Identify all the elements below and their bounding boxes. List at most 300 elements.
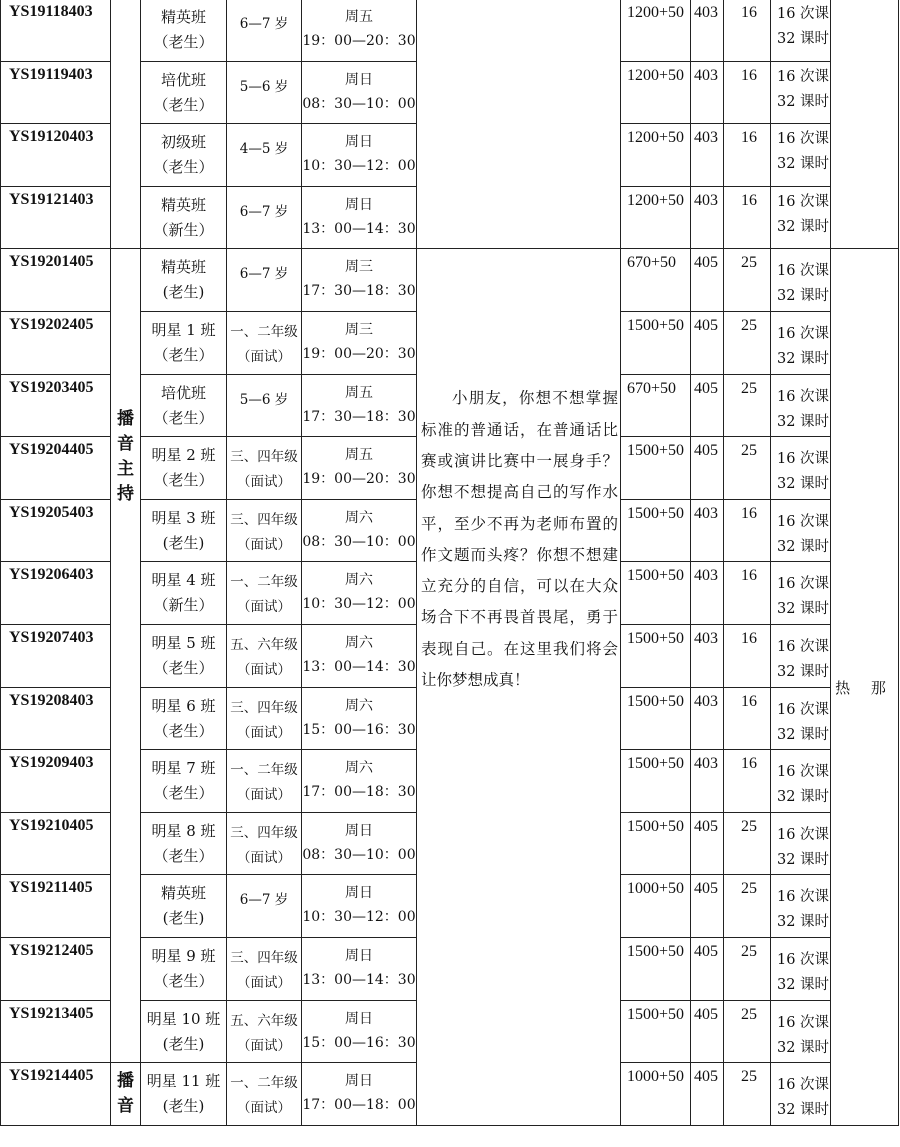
capacity-text: 25 [741, 817, 757, 835]
capacity-text: 16 [741, 755, 757, 773]
capacity [724, 437, 771, 500]
capacity [724, 937, 771, 1000]
age-grade [227, 186, 302, 249]
age-text: 4—5 岁 [239, 141, 289, 158]
price [621, 687, 691, 750]
capacity [724, 499, 771, 562]
capacity [724, 1063, 771, 1126]
lessons [771, 0, 831, 61]
capacity [724, 124, 771, 187]
time-text: 10：30—12：00 [302, 596, 416, 613]
age-text: 5—6 岁 [239, 78, 289, 95]
price [621, 437, 691, 500]
room-text: 403 [694, 504, 718, 522]
time-text: 19：00—20：30 [302, 345, 416, 362]
course-code [1, 937, 111, 1000]
schedule [302, 875, 417, 938]
course-code-text: YS19212405 [9, 941, 94, 959]
room [691, 374, 724, 437]
class-status-text: （新生） [153, 220, 214, 239]
lessons-hours: 32 课时 [777, 1102, 830, 1119]
class-name [141, 249, 227, 312]
course-code-text: YS19208403 [9, 691, 94, 709]
age-text: 6—7 岁 [239, 16, 289, 32]
room-text: 405 [694, 1068, 718, 1086]
teacher-cell [831, 249, 899, 1125]
class-status-text: （老生） [153, 95, 214, 114]
capacity [724, 562, 771, 625]
price-text: 1500+50 [627, 629, 685, 647]
category-label: 播音主持 [117, 409, 134, 505]
lessons [771, 875, 831, 938]
grade-text: 三、四年级 [230, 824, 298, 841]
day-text: 周六 [345, 572, 373, 589]
class-name-text: 精英班 [160, 884, 206, 903]
capacity-text: 16 [741, 4, 757, 21]
age-grade [227, 750, 302, 813]
schedule [302, 186, 417, 249]
capacity [724, 812, 771, 875]
room [691, 1063, 724, 1126]
lessons-hours: 32 课时 [777, 93, 830, 110]
course-code [1, 875, 111, 938]
lessons-count: 16 次课 [777, 131, 830, 148]
class-name [141, 437, 227, 500]
price [621, 1000, 691, 1063]
lessons-hours: 32 课时 [777, 726, 830, 743]
age-grade [227, 499, 302, 562]
category-cell-empty [111, 0, 141, 249]
course-code [1, 687, 111, 750]
grade-text: 五、六年级 [230, 1012, 298, 1029]
course-code-text: YS19204405 [9, 441, 94, 459]
age-grade [227, 0, 302, 61]
room-text: 405 [694, 254, 718, 272]
lessons-count: 16 次课 [777, 826, 830, 843]
age-grade [227, 249, 302, 312]
age-text: 6—7 岁 [239, 203, 289, 220]
class-name-text: 培优班 [160, 383, 206, 402]
lessons [771, 562, 831, 625]
class-name-text: 明星 10 班 [146, 1009, 221, 1028]
room-text: 403 [694, 191, 718, 209]
class-status-text: (老生) [162, 1034, 205, 1053]
day-text: 周日 [345, 947, 373, 964]
course-code-text: YS19202405 [9, 315, 94, 333]
age-text: 5—6 岁 [239, 391, 289, 408]
price [621, 311, 691, 374]
capacity [724, 750, 771, 813]
capacity-text: 25 [741, 379, 757, 397]
class-name [141, 812, 227, 875]
description-cell-empty [417, 0, 621, 249]
class-name [141, 61, 227, 124]
grade-text: 一、二年级 [230, 762, 298, 779]
schedule [302, 937, 417, 1000]
schedule [302, 1063, 417, 1126]
class-name-text: 精英班 [160, 258, 206, 277]
class-name-text: 初级班 [160, 133, 206, 152]
price-text: 1500+50 [627, 316, 685, 334]
class-name [141, 1000, 227, 1063]
teacher-name: 热 那 [835, 678, 894, 697]
price-text: 670+50 [627, 379, 677, 397]
time-text: 19：00—20：30 [302, 471, 416, 488]
time-text: 13：00—14：30 [302, 220, 416, 237]
capacity-text: 25 [741, 1005, 757, 1023]
lessons-hours: 32 课时 [777, 601, 830, 618]
course-code [1, 249, 111, 312]
interview-note: （面试） [237, 1037, 291, 1054]
capacity-text: 16 [741, 692, 757, 710]
time-text: 17：30—18：30 [302, 283, 416, 300]
room [691, 812, 724, 875]
time-text: 17：30—18：30 [302, 408, 416, 425]
class-status-text: (老生) [162, 909, 205, 928]
class-name-text: 明星 3 班 [151, 508, 216, 527]
grade-text: 一、二年级 [230, 323, 298, 340]
lessons-hours: 32 课时 [777, 218, 830, 235]
teacher-cell-empty [831, 0, 899, 249]
price-text: 1200+50 [627, 191, 685, 209]
class-name [141, 687, 227, 750]
course-code [1, 1063, 111, 1126]
course-code-text: YS19214405 [9, 1067, 94, 1085]
class-status-text: （老生） [153, 408, 214, 427]
class-status-text: （老生） [153, 158, 214, 177]
capacity-text: 16 [741, 66, 757, 84]
lessons-hours: 32 课时 [777, 350, 830, 367]
course-code [1, 374, 111, 437]
day-text: 周六 [345, 634, 373, 651]
lessons [771, 937, 831, 1000]
price [621, 61, 691, 124]
class-name [141, 499, 227, 562]
course-code-text: YS19120403 [9, 128, 94, 146]
time-text: 08：30—10：00 [302, 95, 416, 112]
course-code [1, 0, 111, 61]
class-name-text: 精英班 [160, 8, 206, 26]
interview-note: （面试） [237, 974, 291, 991]
age-grade [227, 437, 302, 500]
price [621, 624, 691, 687]
schedule [302, 124, 417, 187]
age-grade [227, 812, 302, 875]
time-text: 17：00—18：30 [302, 784, 416, 801]
course-code-text: YS19201405 [9, 253, 94, 271]
price [621, 0, 691, 61]
lessons [771, 311, 831, 374]
time-text: 13：00—14：30 [302, 971, 416, 988]
class-name [141, 750, 227, 813]
age-text: 6—7 岁 [239, 266, 289, 283]
room-text: 405 [694, 942, 718, 960]
day-text: 周六 [345, 760, 373, 777]
price [621, 186, 691, 249]
lessons [771, 750, 831, 813]
age-grade [227, 562, 302, 625]
lessons-count: 16 次课 [777, 764, 830, 781]
time-text: 17：00—18：00 [302, 1097, 416, 1114]
course-code-text: YS19211405 [9, 879, 93, 897]
schedule [302, 1000, 417, 1063]
lessons-count: 16 次课 [777, 451, 830, 468]
day-text: 周日 [345, 71, 373, 88]
course-code-text: YS19209403 [9, 754, 94, 772]
course-code-text: YS19203405 [9, 378, 94, 396]
class-name-text: 明星 6 班 [151, 696, 216, 715]
lessons [771, 1063, 831, 1126]
course-code [1, 311, 111, 374]
class-name-text: 明星 2 班 [151, 446, 216, 465]
interview-note: （面试） [237, 348, 291, 365]
day-text: 周三 [345, 321, 373, 338]
interview-note: （面试） [237, 661, 291, 678]
lessons [771, 61, 831, 124]
class-name-text: 明星 9 班 [151, 946, 216, 965]
class-name [141, 875, 227, 938]
capacity-text: 25 [741, 942, 757, 960]
interview-note: （面试） [237, 536, 291, 553]
schedule [302, 311, 417, 374]
capacity-text: 16 [741, 191, 757, 209]
class-status-text: (老生) [162, 533, 205, 552]
lessons-count: 16 次课 [777, 193, 830, 210]
course-code-text: YS19213405 [9, 1004, 94, 1022]
course-code [1, 624, 111, 687]
capacity-text: 16 [741, 504, 757, 522]
capacity [724, 374, 771, 437]
price-text: 1500+50 [627, 692, 685, 710]
price-text: 1500+50 [627, 504, 685, 522]
class-status-text: （老生） [153, 345, 214, 364]
schedule [302, 750, 417, 813]
class-name-text: 明星 1 班 [151, 320, 216, 339]
age-grade [227, 124, 302, 187]
lessons-hours: 32 课时 [777, 789, 830, 806]
room [691, 61, 724, 124]
lessons [771, 249, 831, 312]
room [691, 0, 724, 61]
day-text: 周日 [345, 134, 373, 151]
course-code-text: YS19205403 [9, 503, 94, 521]
lessons [771, 437, 831, 500]
room-text: 403 [694, 629, 718, 647]
lessons-hours: 32 课时 [777, 476, 830, 493]
price-text: 1500+50 [627, 1005, 685, 1023]
room [691, 750, 724, 813]
age-grade [227, 937, 302, 1000]
course-code [1, 750, 111, 813]
lessons-count: 16 次课 [777, 6, 830, 22]
lessons-count: 16 次课 [777, 325, 830, 342]
room-text: 405 [694, 1005, 718, 1023]
lessons-hours: 32 课时 [777, 156, 830, 173]
capacity [724, 249, 771, 312]
day-text: 周六 [345, 509, 373, 526]
lessons-count: 16 次课 [777, 701, 830, 718]
course-code-text: YS19121403 [9, 190, 94, 208]
class-status-text: （老生） [153, 471, 214, 490]
room [691, 1000, 724, 1063]
age-grade [227, 875, 302, 938]
course-code [1, 124, 111, 187]
price-text: 1500+50 [627, 755, 685, 773]
grade-text: 三、四年级 [230, 949, 298, 966]
interview-note: （面试） [237, 474, 291, 491]
capacity [724, 311, 771, 374]
description-cell [417, 249, 621, 1125]
class-status-text: (老生) [162, 1097, 205, 1116]
room [691, 311, 724, 374]
price-text: 1500+50 [627, 567, 685, 585]
lessons [771, 499, 831, 562]
class-name [141, 311, 227, 374]
day-text: 周日 [345, 1073, 373, 1090]
course-code-text: YS19207403 [9, 628, 94, 646]
class-name [141, 124, 227, 187]
class-name-text: 精英班 [160, 195, 206, 214]
lessons-count: 16 次课 [777, 388, 830, 405]
class-name [141, 562, 227, 625]
lessons [771, 374, 831, 437]
schedule [302, 374, 417, 437]
lessons-hours: 32 课时 [777, 851, 830, 868]
lessons-hours: 32 课时 [777, 31, 830, 47]
day-text: 周日 [345, 885, 373, 902]
day-text: 周日 [345, 1010, 373, 1027]
price-text: 1500+50 [627, 817, 685, 835]
lessons [771, 624, 831, 687]
category-cell [111, 249, 141, 1063]
course-code-text: YS19206403 [9, 566, 94, 584]
time-text: 08：30—10：00 [302, 533, 416, 550]
schedule [302, 499, 417, 562]
lessons-count: 16 次课 [777, 1014, 830, 1031]
class-name [141, 937, 227, 1000]
grade-text: 五、六年级 [230, 636, 298, 653]
schedule [302, 249, 417, 312]
room-text: 403 [694, 129, 718, 147]
course-code [1, 437, 111, 500]
table-row [1, 0, 899, 61]
capacity-text: 25 [741, 880, 757, 898]
age-text: 6—7 岁 [239, 892, 289, 909]
room-text: 403 [694, 755, 718, 773]
price [621, 562, 691, 625]
schedule [302, 687, 417, 750]
room [691, 937, 724, 1000]
interview-note: （面试） [237, 599, 291, 616]
day-text: 周五 [345, 447, 373, 464]
capacity-text: 25 [741, 254, 757, 272]
class-name [141, 1063, 227, 1126]
schedule [302, 437, 417, 500]
lessons-count: 16 次课 [777, 638, 830, 655]
interview-note: （面试） [237, 787, 291, 804]
capacity [724, 186, 771, 249]
room [691, 624, 724, 687]
time-text: 10：30—12：00 [302, 909, 416, 926]
price [621, 499, 691, 562]
course-code-text: YS19119403 [9, 65, 93, 83]
lessons-hours: 32 课时 [777, 413, 830, 430]
price [621, 249, 691, 312]
capacity-text: 16 [741, 629, 757, 647]
interview-note: （面试） [237, 849, 291, 866]
class-name-text: 明星 11 班 [146, 1072, 221, 1091]
capacity [724, 687, 771, 750]
grade-text: 三、四年级 [230, 699, 298, 716]
capacity-text: 16 [741, 567, 757, 585]
class-status-text: （老生） [153, 658, 214, 677]
lessons [771, 687, 831, 750]
class-status-text: （老生） [153, 784, 214, 803]
age-grade [227, 1063, 302, 1126]
day-text: 周五 [345, 9, 373, 25]
price-text: 670+50 [627, 254, 677, 272]
lessons [771, 186, 831, 249]
room-text: 403 [694, 567, 718, 585]
class-status-text: （新生） [153, 596, 214, 615]
price-text: 1500+50 [627, 942, 685, 960]
time-text: 19：00—20：30 [302, 33, 416, 49]
capacity [724, 0, 771, 61]
capacity-text: 25 [741, 442, 757, 460]
day-text: 周六 [345, 697, 373, 714]
schedule [302, 562, 417, 625]
lessons-hours: 32 课时 [777, 976, 830, 993]
room-text: 403 [694, 66, 718, 84]
class-status-text: （老生） [153, 971, 214, 990]
room-text: 405 [694, 817, 718, 835]
room [691, 562, 724, 625]
lessons-count: 16 次课 [777, 513, 830, 530]
category-label-next: 播音 [117, 1071, 134, 1117]
lessons-count: 16 次课 [777, 1077, 830, 1094]
room [691, 249, 724, 312]
lessons-hours: 32 课时 [777, 663, 830, 680]
grade-text: 一、二年级 [230, 574, 298, 591]
price [621, 374, 691, 437]
time-text: 15：00—16：30 [302, 1034, 416, 1051]
age-grade [227, 374, 302, 437]
course-code [1, 562, 111, 625]
lessons-hours: 32 课时 [777, 538, 830, 555]
course-code [1, 186, 111, 249]
price [621, 124, 691, 187]
class-name [141, 186, 227, 249]
lessons [771, 812, 831, 875]
age-grade [227, 624, 302, 687]
time-text: 13：00—14：30 [302, 658, 416, 675]
day-text: 周三 [345, 259, 373, 276]
room [691, 875, 724, 938]
class-name-text: 明星 7 班 [151, 759, 216, 778]
room-text: 405 [694, 880, 718, 898]
class-name [141, 374, 227, 437]
interview-note: （面试） [237, 1100, 291, 1117]
grade-text: 三、四年级 [230, 449, 298, 466]
lessons-hours: 32 课时 [777, 1039, 830, 1056]
class-status-text: （老生） [153, 721, 214, 740]
age-grade [227, 311, 302, 374]
table-row [1, 249, 899, 312]
lessons-count: 16 次课 [777, 263, 830, 280]
course-code [1, 61, 111, 124]
class-status-text: （老生） [153, 33, 214, 51]
room-text: 403 [694, 4, 718, 21]
